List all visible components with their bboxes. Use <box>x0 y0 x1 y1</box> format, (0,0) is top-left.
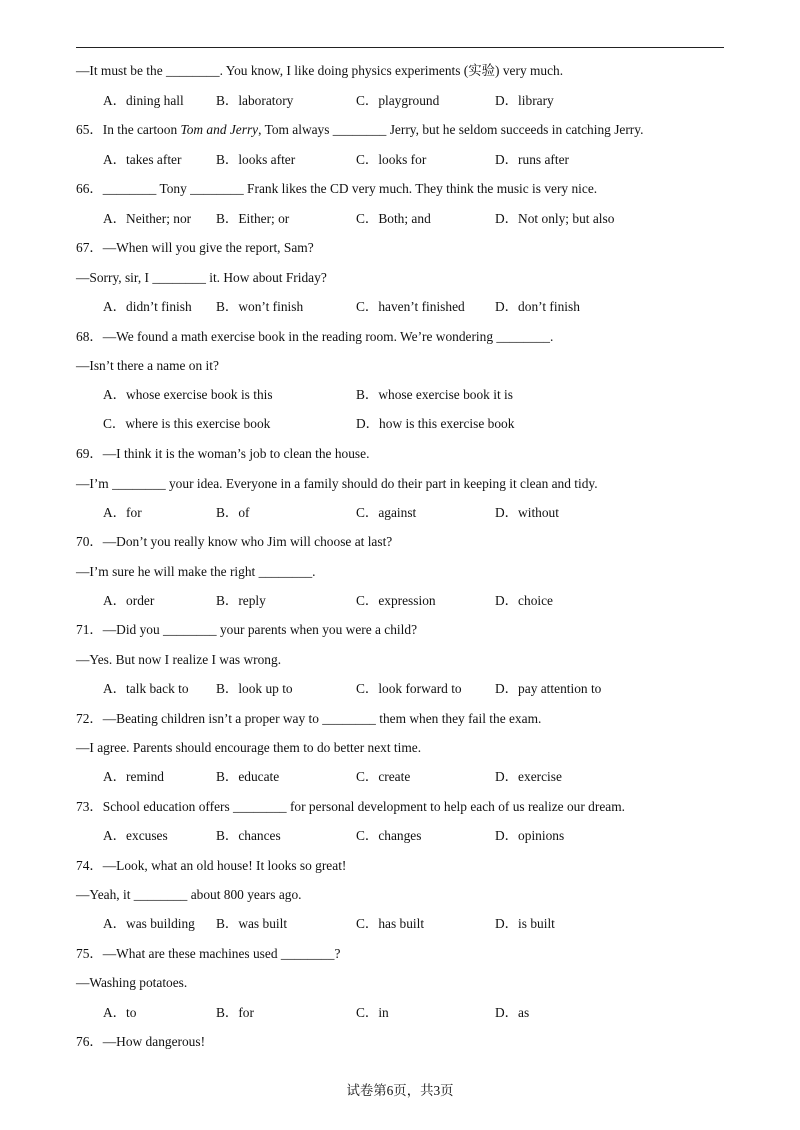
q65-stem-title: Tom and Jerry <box>180 122 259 137</box>
q71-option-b: B．look up to <box>216 681 293 696</box>
q71-option-a: A．talk back to <box>103 681 189 696</box>
q74-stem: 74．—Look, what an old house! It looks so great! <box>76 858 347 873</box>
q65-stem-end: , Tom always ________ Jerry, but he seldom succeeds in catching Jerry. <box>258 122 644 137</box>
q71-option-d: D．pay attention to <box>495 681 602 696</box>
q75-option-c: C．in <box>356 1005 389 1020</box>
q71-reply: —Yes. But now I realize I was wrong. <box>76 652 282 667</box>
q70-option-a: A．order <box>103 593 155 608</box>
q70-option-d: D．choice <box>495 593 554 608</box>
q70-option-b: B．reply <box>216 593 266 608</box>
top-rule <box>76 47 724 48</box>
q70-stem: 70．—Don’t you really know who Jim will choose at last? <box>76 534 393 549</box>
q68-option-b: B．whose exercise book it is <box>356 387 513 402</box>
q69-option-b: B．of <box>216 505 250 520</box>
q72-reply: —I agree. Parents should encourage them to do better next time. <box>76 740 422 755</box>
q74-option-a: A．was building <box>103 916 195 931</box>
q74-reply: —Yeah, it ________ about 800 years ago. <box>76 887 302 902</box>
q65-option-d: D．runs after <box>495 152 569 167</box>
q75-stem: 75．—What are these machines used ________? <box>76 946 341 961</box>
q68-option-c: C．where is this exercise book <box>103 416 271 431</box>
q72-stem: 72．—Beating children isn’t a proper way to ________ them when they fail the exam. <box>76 711 542 726</box>
q67-reply: —Sorry, sir, I ________ it. How about Friday? <box>76 270 327 285</box>
q69-stem: 69．—I think it is the woman’s job to clean the house. <box>76 446 370 461</box>
q74-option-d: D．is built <box>495 916 555 931</box>
q74-option-c: C．has built <box>356 916 425 931</box>
q72-option-b: B．educate <box>216 769 280 784</box>
q65-option-a: A．takes after <box>103 152 182 167</box>
q70-reply: —I’m sure he will make the right ________. <box>76 564 316 579</box>
q73-option-a: A．excuses <box>103 828 168 843</box>
q64-option-b: B．laboratory <box>216 93 294 108</box>
q67-stem: 67．—When will you give the report, Sam? <box>76 240 314 255</box>
q73-option-c: C．changes <box>356 828 422 843</box>
q64-option-d: D．library <box>495 93 554 108</box>
q66-option-b: B．Either; or <box>216 211 290 226</box>
q69-reply: —I’m ________ your idea. Everyone in a family should do their part in keeping it clean and tidy. <box>76 476 598 491</box>
q76-stem: 76．—How dangerous! <box>76 1034 206 1049</box>
q67-option-b: B．won’t finish <box>216 299 304 314</box>
q71-stem: 71．—Did you ________ your parents when you were a child? <box>76 622 418 637</box>
q73-stem: 73．School education offers ________ for personal development to help each of us realize our dream. <box>76 799 625 814</box>
q68-option-a: A．whose exercise book is this <box>103 387 273 402</box>
q71-option-c: C．look forward to <box>356 681 462 696</box>
q66-option-d: D．Not only; but also <box>495 211 615 226</box>
q69-option-d: D．without <box>495 505 559 520</box>
page-footer: 试卷第6页，共3页 <box>346 1083 454 1098</box>
q68-option-d: D．how is this exercise book <box>356 416 515 431</box>
q65-stem-start: 65．In the cartoon <box>76 122 181 137</box>
q67-option-a: A．didn’t finish <box>103 299 192 314</box>
q68-reply: —Isn’t there a name on it? <box>76 358 219 373</box>
q72-option-c: C．create <box>356 769 411 784</box>
q75-reply: —Washing potatoes. <box>76 975 188 990</box>
q67-option-d: D．don’t finish <box>495 299 580 314</box>
q65-option-b: B．looks after <box>216 152 296 167</box>
q75-option-a: A．to <box>103 1005 137 1020</box>
q72-option-d: D．exercise <box>495 769 562 784</box>
q65-stem <box>76 121 643 139</box>
q69-option-c: C．against <box>356 505 417 520</box>
q67-option-c: C．haven’t finished <box>356 299 465 314</box>
q66-stem: 66．________ Tony ________ Frank likes the CD very much. They think the music is very nice. <box>76 181 598 196</box>
q64-option-c: C．playground <box>356 93 440 108</box>
q68-stem: 68．—We found a math exercise book in the reading room. We’re wondering ________. <box>76 329 554 344</box>
q64-answer-line: —It must be the ________. You know, I like doing physics experiments (实验) very much. <box>76 63 564 78</box>
q74-option-b: B．was built <box>216 916 288 931</box>
q75-option-d: D．as <box>495 1005 530 1020</box>
q72-option-a: A．remind <box>103 769 164 784</box>
q73-option-b: B．chances <box>216 828 281 843</box>
q73-option-d: D．opinions <box>495 828 565 843</box>
q70-option-c: C．expression <box>356 593 436 608</box>
q66-option-a: A．Neither; nor <box>103 211 192 226</box>
q75-option-b: B．for <box>216 1005 254 1020</box>
q65-option-c: C．looks for <box>356 152 427 167</box>
q69-option-a: A．for <box>103 505 142 520</box>
q66-option-c: C．Both; and <box>356 211 431 226</box>
q64-option-a: A．dining hall <box>103 93 184 108</box>
